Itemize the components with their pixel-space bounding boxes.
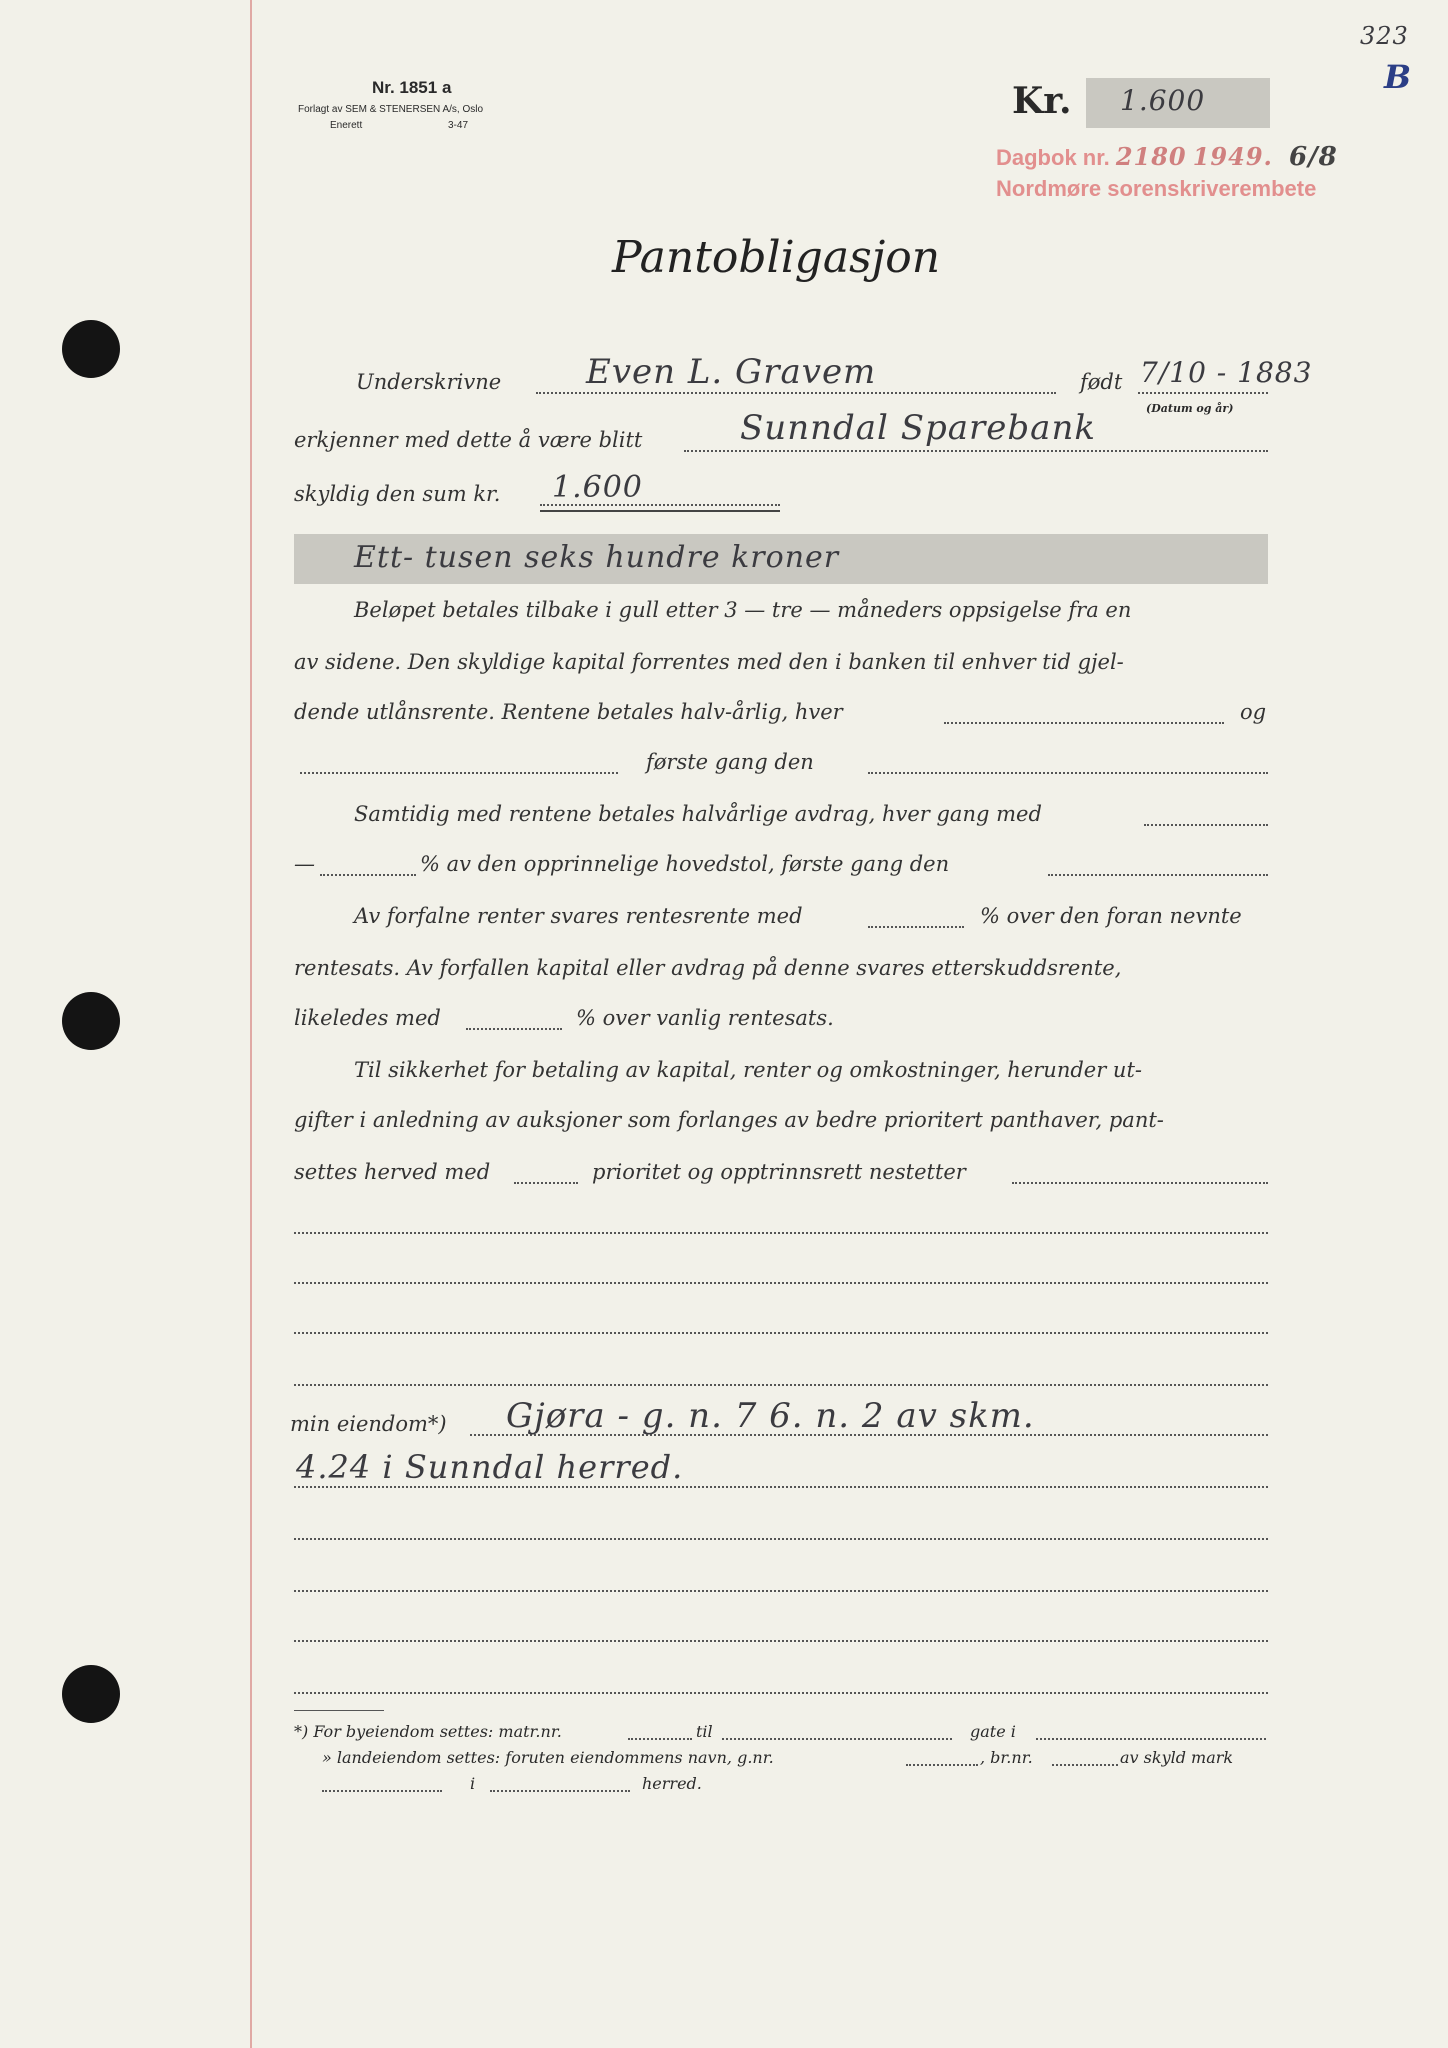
sum-words: Ett- tusen seks hundre kroner [354, 540, 840, 575]
footnote-line3-a: i [470, 1774, 476, 1793]
dotted-line [294, 1538, 1268, 1540]
dotted-line [294, 1590, 1268, 1592]
dotted-line [322, 1790, 442, 1792]
stamp-number: 2180 [1115, 142, 1187, 171]
stamp-year: 1949. [1192, 142, 1273, 171]
punch-hole [62, 320, 120, 378]
dotted-line [722, 1738, 952, 1740]
dotted-line [1048, 874, 1268, 876]
dotted-line [536, 392, 1056, 394]
page-number: 323 [1360, 22, 1409, 50]
body-line: rentesats. Av forfallen kapital eller avdrag på denne svares etterskuddsrente, [294, 956, 1122, 980]
property-label: min eiendom*) [290, 1412, 447, 1436]
sum-value: 1.600 [552, 470, 643, 505]
body-line: første gang den [646, 750, 814, 774]
dotted-line [868, 772, 1268, 774]
amount-box [1086, 78, 1270, 128]
dotted-line [944, 722, 1224, 724]
dotted-line [490, 1790, 630, 1792]
creditor-name: Sunndal Sparebank [740, 408, 1096, 448]
body-line: % over den foran nevnte [980, 904, 1242, 928]
form-publisher: Forlagt av SEM & STENERSEN A/s, Oslo [298, 104, 484, 115]
footnote-line2-b: , br.nr. [980, 1748, 1033, 1767]
property-line1: Gjøra - g. n. 7 6. n. 2 av skm. [506, 1396, 1035, 1436]
dotted-line [1052, 1764, 1118, 1766]
fodt-label: født [1080, 370, 1123, 394]
body-line: dende utlånsrente. Rentene betales halv-årlig, hver [294, 700, 843, 724]
dotted-line [1036, 1738, 1266, 1740]
body-line: Til sikkerhet for betaling av kapital, renter og omkostninger, herunder ut- [354, 1058, 1142, 1082]
footnote-line1-c: gate i [970, 1722, 1016, 1741]
footnote-line3-b: herred. [642, 1774, 702, 1793]
body-line: av sidene. Den skyldige kapital forrentes med den i banken til enhver tid gjel- [294, 650, 1124, 674]
dotted-line [466, 1028, 562, 1030]
underskrivne-label: Underskrivne [356, 370, 502, 394]
body-line: gifter i anledning av auksjoner som forlanges av bedre prioritert panthaver, pant- [294, 1108, 1164, 1132]
body-line: — [294, 852, 315, 876]
birth-date: 7/10 - 1883 [1140, 356, 1313, 389]
dotted-line [1144, 824, 1268, 826]
stamp-line1 [996, 142, 1338, 172]
dotted-line [628, 1738, 692, 1740]
dotted-line [320, 874, 416, 876]
body-line: Samtidig med rentene betales halvårlige avdrag, hver gang med [354, 802, 1042, 826]
footnote-line2-a: » landeiendom settes: foruten eiendommens navn, g.nr. [322, 1748, 774, 1767]
datum-label: (Datum og år) [1146, 402, 1234, 415]
body-line: Av forfalne renter svares rentesrente med [354, 904, 803, 928]
dotted-line [684, 450, 1268, 452]
dotted-line [300, 772, 618, 774]
dotted-line [906, 1764, 978, 1766]
body-line: settes herved med [294, 1160, 491, 1184]
skyldig-label: skyldig den sum kr. [294, 482, 501, 506]
dotted-line [294, 1384, 1268, 1386]
dotted-line [294, 1486, 1268, 1488]
document-title: Pantobligasjon [612, 232, 941, 283]
form-number: Nr. 1851 a [372, 78, 452, 97]
dotted-line [294, 1232, 1268, 1234]
footnote-rule [294, 1710, 384, 1711]
sum-words-box [294, 534, 1268, 584]
debtor-name: Even L. Gravem [586, 352, 877, 392]
dotted-line [294, 1692, 1268, 1694]
dotted-line [294, 1640, 1268, 1642]
form-enerett: Enerett [330, 120, 363, 131]
margin-rule [250, 0, 252, 2048]
footnote-line2-c: av skyld mark [1120, 1748, 1234, 1767]
form-edition: 3-47 [448, 120, 469, 131]
amount-label: Kr. [1012, 80, 1072, 122]
punch-hole [62, 992, 120, 1050]
footnote-line1-a: *) For byeiendom settes: matr.nr. [294, 1722, 562, 1741]
body-line: prioritet og opptrinnsrett nestetter [592, 1160, 966, 1184]
footnote-line1-b: til [696, 1722, 713, 1741]
dotted-line [514, 1182, 578, 1184]
body-line: % over vanlig rentesats. [576, 1006, 834, 1030]
dotted-line [1012, 1182, 1268, 1184]
punch-hole [62, 1665, 120, 1723]
dotted-line [294, 1332, 1268, 1334]
stamp-date: 6/8 [1289, 142, 1338, 172]
dotted-line [1138, 392, 1268, 394]
page-side-mark: B [1384, 58, 1413, 96]
stamp-prefix: Dagbok nr. [996, 145, 1110, 170]
dotted-line [294, 1282, 1268, 1284]
dotted-line [868, 926, 964, 928]
erkjenner-label: erkjenner med dette å være blitt [294, 428, 643, 452]
property-line2: 4.24 i Sunndal herred. [296, 1448, 684, 1486]
underline [540, 510, 780, 512]
body-line: Beløpet betales tilbake i gull etter 3 — tre — måneders oppsigelse fra en [354, 598, 1132, 622]
body-line: likeledes med [294, 1006, 441, 1030]
amount-value: 1.600 [1120, 84, 1206, 117]
body-line: % av den opprinnelige hovedstol, første gang den [420, 852, 950, 876]
body-line: og [1240, 700, 1267, 724]
stamp-line2: Nordmøre sorenskriverembete [996, 176, 1317, 201]
